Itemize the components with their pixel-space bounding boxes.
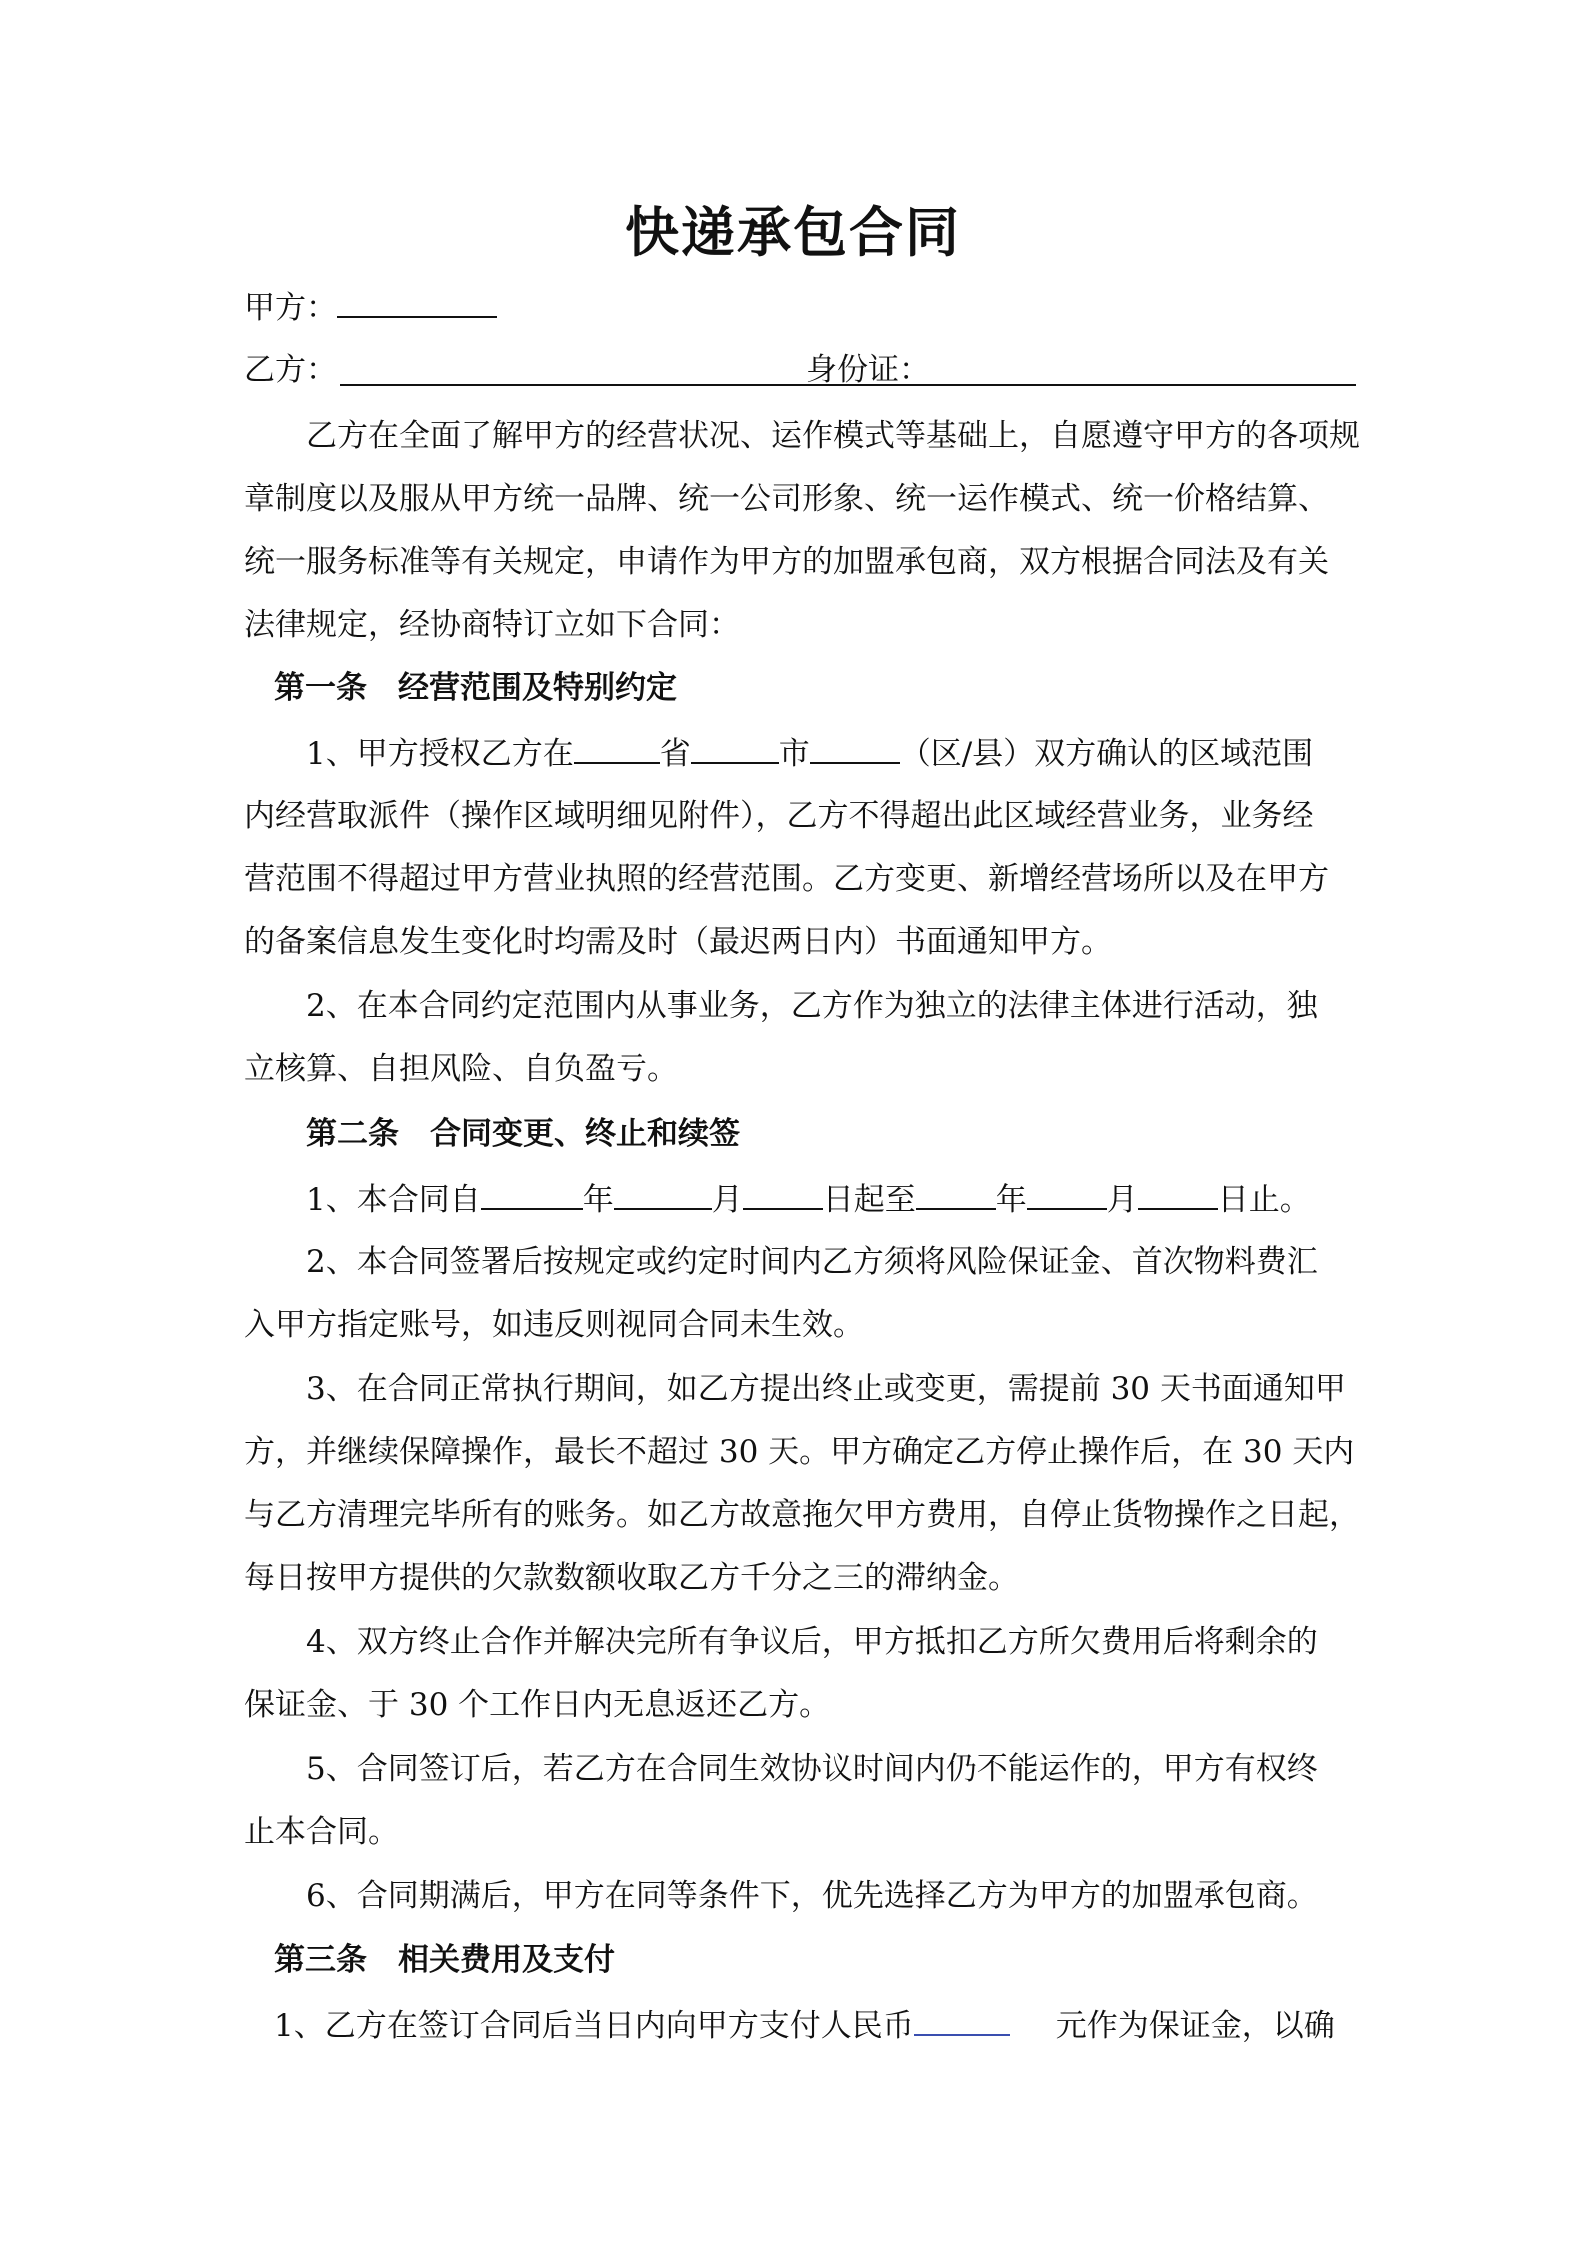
clause-text: 市 [778,736,810,772]
party-a-blank [337,286,497,318]
deposit-amount-blank [914,2004,1010,2036]
party-b-row [244,350,1356,390]
article-2-clause-1 [306,1178,1311,1220]
page-title: 快递承包合同 [625,201,961,264]
clause-line: 与乙方清理完毕所有的账务。如乙方故意拖欠甲方费用，自停止货物操作之日起， [244,1497,1360,1533]
clause-line: 内经营取派件（操作区域明细见附件），乙方不得超出此区域经营业务，业务经 [244,798,1314,834]
clause-text: 省 [659,736,691,772]
clause-text: 月 [711,1182,743,1218]
clause-text: 年 [582,1182,614,1218]
clause-line: 4、双方终止合作并解决完所有争议后，甲方抵扣乙方所欠费用后将剩余的 [306,1624,1318,1660]
clause-text: 月 [1106,1182,1138,1218]
city-blank [691,732,779,764]
clause-line: 的备案信息发生变化时均需及时（最迟两日内）书面通知甲方。 [244,924,1112,960]
clause-text: 日止。 [1217,1182,1311,1218]
article-3-heading: 第三条 相关费用及支付 [274,1942,615,1978]
start-year-blank [481,1178,583,1210]
preamble-line: 章制度以及服从甲方统一品牌、统一公司形象、统一运作模式、统一价格结算、 [244,481,1329,517]
end-day-blank [1138,1178,1218,1210]
end-month-blank [1027,1178,1107,1210]
clause-text: 1、乙方在签订合同后当日内向甲方支付人民币 [274,2008,914,2044]
clause-line: 立核算、自担风险、自负盈亏。 [244,1051,678,1087]
clause-line: 每日按甲方提供的欠款数额收取乙方千分之三的滞纳金。 [244,1560,1019,1596]
clause-line: 保证金、于 30 个工作日内无息返还乙方。 [244,1687,831,1723]
article-3-clause-1 [274,2004,1335,2046]
preamble-line: 统一服务标准等有关规定，申请作为甲方的加盟承包商，双方根据合同法及有关 [244,544,1329,580]
district-blank [810,732,900,764]
start-day-blank [743,1178,823,1210]
clause-line: 6、合同期满后，甲方在同等条件下，优先选择乙方为甲方的加盟承包商。 [306,1878,1318,1914]
id-label: 身份证： [806,352,930,388]
article-1-clause-1 [306,732,1313,774]
clause-text: 1、甲方授权乙方在 [306,736,574,772]
clause-line: 5、合同签订后，若乙方在合同生效协议时间内仍不能运作的，甲方有权终 [306,1751,1318,1787]
clause-text: 年 [995,1182,1027,1218]
article-1-heading: 第一条 经营范围及特别约定 [274,670,677,706]
clause-line: 2、本合同签署后按规定或约定时间内乙方须将风险保证金、首次物料费汇 [306,1244,1318,1280]
clause-line: 营范围不得超过甲方营业执照的经营范围。乙方变更、新增经营场所以及在甲方 [244,861,1329,897]
clause-line: 2、在本合同约定范围内从事业务，乙方作为独立的法律主体进行活动，独 [306,988,1318,1024]
party-b-label: 乙方： [244,352,337,388]
party-a-row [244,286,497,328]
party-a-label: 甲方： [244,290,337,326]
clause-line: 止本合同。 [244,1814,399,1850]
end-year-blank [916,1178,996,1210]
clause-line: 入甲方指定账号，如违反则视同合同未生效。 [244,1307,864,1343]
preamble-line: 法律规定，经协商特订立如下合同： [244,607,740,643]
province-blank [574,732,660,764]
clause-text: 日起至 [822,1182,916,1218]
clause-text: 元作为保证金，以确 [1055,2008,1335,2044]
start-month-blank [614,1178,712,1210]
clause-line: 方，并继续保障操作，最长不超过 30 天。甲方确定乙方停止操作后，在 30 天内 [244,1434,1355,1470]
clause-text: （区/县）双方确认的区域范围 [899,736,1314,772]
clause-text: 1、本合同自 [306,1182,481,1218]
preamble-line: 乙方在全面了解甲方的经营状况、运作模式等基础上，自愿遵守甲方的各项规 [306,418,1360,454]
clause-line: 3、在合同正常执行期间，如乙方提出终止或变更，需提前 30 天书面通知甲 [306,1371,1346,1407]
article-2-heading: 第二条 合同变更、终止和续签 [306,1116,740,1152]
